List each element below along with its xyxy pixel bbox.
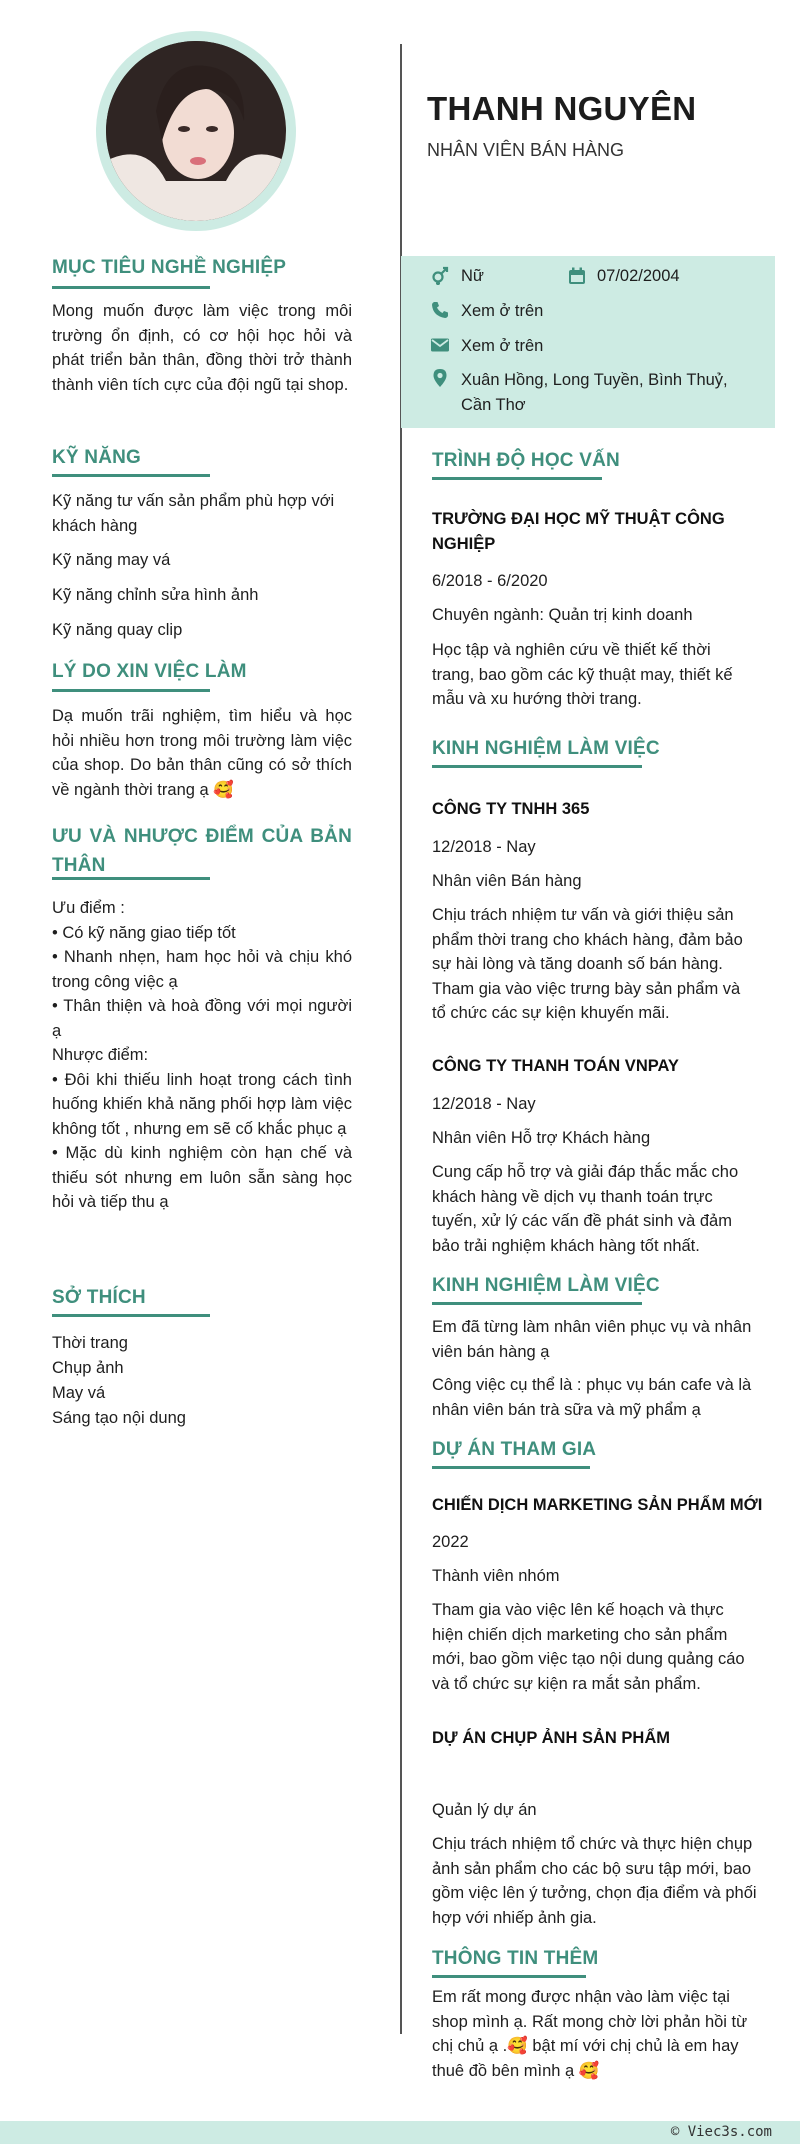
calendar-icon	[567, 266, 587, 286]
school-name: TRƯỜNG ĐẠI HỌC MỸ THUẬT CÔNG NGHIỆP	[432, 510, 725, 553]
watermark-text: © Viec3s.com	[670, 2124, 772, 2140]
education-major: Chuyên ngành: Quản trị kinh doanh	[432, 606, 693, 624]
job-position: NHÂN VIÊN BÁN HÀNG	[427, 140, 625, 160]
job-desc: Chịu trách nhiệm tư vấn và giới thiệu sản phẩm thời trang cho khách hàng, đảm bảo sự hài lòng và tăng doanh số bán hàng. Tham gia vào việc trưng bày sản phẩm và tổ chức các sự kiện khuyến mãi.	[432, 906, 743, 1022]
hobby-item: Sáng tạo nội dung	[52, 1409, 186, 1427]
job-period: 12/2018 - Nay	[432, 838, 536, 856]
experience2-title: KINH NGHIỆM LÀM VIỆC	[432, 1275, 660, 1296]
hobby-item: Thời trang	[52, 1334, 128, 1352]
phone-icon	[430, 300, 450, 320]
pros-cons-underline	[52, 877, 210, 880]
experience2-p1: Em đã từng làm nhân viên phục vụ và nhân viên bán hàng ạ	[432, 1318, 752, 1361]
project-name: DỰ ÁN CHỤP ẢNH SẢN PHẨM	[432, 1729, 670, 1747]
education-underline	[432, 477, 602, 480]
education-period: 6/2018 - 6/2020	[432, 572, 548, 590]
job-role: Nhân viên Hỗ trợ Khách hàng	[432, 1129, 651, 1147]
hobby-item: May vá	[52, 1384, 106, 1402]
project-desc: Chịu trách nhiệm tổ chức và thực hiện chụp ảnh sản phẩm cho các bộ sưu tập mới, bao gồm việc lên ý tưởng, chọn địa điểm và phối hợp với nhiếp ảnh gia.	[432, 1835, 757, 1927]
hobby-item: Chụp ảnh	[52, 1359, 124, 1377]
reason-title: LÝ DO XIN VIỆC LÀM	[52, 661, 247, 682]
objective-text: Mong muốn được làm việc trong môi trường ổn định, có cơ hội học hỏi và phát triển bản thân, đồng thời trở thành thành viên tích cực của đội ngũ tại shop.	[52, 302, 352, 394]
reason-underline	[52, 689, 210, 692]
avatar	[106, 41, 286, 221]
gender-icon	[430, 266, 450, 286]
project-name: CHIẾN DỊCH MARKETING SẢN PHẨM MỚI	[432, 1496, 763, 1514]
experience-underline	[432, 765, 642, 768]
experience2-underline	[432, 1302, 642, 1305]
location-icon	[430, 368, 450, 388]
job-period: 12/2018 - Nay	[432, 1095, 536, 1113]
phone-value: Xem ở trên	[461, 302, 544, 320]
education-title: TRÌNH ĐỘ HỌC VẤN	[432, 450, 620, 471]
pros-cons-title: ƯU VÀ NHƯỢC ĐIỂM CỦA BẢN THÂN	[52, 826, 352, 876]
education-desc: Học tập và nghiên cứu về thiết kế thời trang, bao gồm các kỹ thuật may, thiết kế mẫu và xu hướng thời trang.	[432, 641, 733, 708]
projects-title: DỰ ÁN THAM GIA	[432, 1439, 597, 1460]
email-value: Xem ở trên	[461, 337, 544, 355]
hobbies-title: SỞ THÍCH	[52, 1287, 146, 1308]
additional-text: Em rất mong được nhận vào làm việc tại shop mình ạ. Rất mong chờ lời phản hồi từ chị chủ ạ .🥰 bật mí với chị chủ là em hay thuê đồ bên mình ạ 🥰	[432, 1988, 748, 2080]
email-icon	[430, 335, 450, 355]
project-role: Thành viên nhóm	[432, 1567, 560, 1585]
projects-underline	[432, 1466, 590, 1469]
project-year: 2022	[432, 1533, 469, 1551]
additional-title: THÔNG TIN THÊM	[432, 1948, 599, 1969]
skill-item: Kỹ năng chỉnh sửa hình ảnh	[52, 586, 259, 604]
objective-underline	[52, 286, 210, 289]
job-company: CÔNG TY TNHH 365	[432, 800, 590, 818]
reason-text: Dạ muốn trãi nghiệm, tìm hiểu và học hỏi nhiều hơn trong môi trường làm việc của shop. Do bản thân cũng có sở thích về ngành thời trang ạ 🥰	[52, 707, 352, 799]
address-value: Xuân Hồng, Long Tuyền, Bình Thuỷ, Cần Thơ	[461, 371, 728, 414]
footer-bar	[0, 2121, 800, 2144]
skill-item: Kỹ năng tư vấn sản phẩm phù hợp với khách hàng	[52, 492, 335, 535]
hobbies-underline	[52, 1314, 210, 1317]
candidate-name: THANH NGUYÊN	[427, 90, 697, 127]
gender-value: Nữ	[461, 267, 484, 285]
skills-title: KỸ NĂNG	[52, 447, 142, 468]
experience-title: KINH NGHIỆM LÀM VIỆC	[432, 738, 660, 759]
additional-underline	[432, 1975, 586, 1978]
skill-item: Kỹ năng quay clip	[52, 621, 183, 639]
skills-underline	[52, 474, 210, 477]
birthday-value: 07/02/2004	[597, 267, 680, 285]
skill-item: Kỹ năng may vá	[52, 551, 171, 569]
pros-cons-text: Ưu điểm : • Có kỹ năng giao tiếp tốt • Nhanh nhẹn, ham học hỏi và chịu khó trong công việc ạ • Thân thiện và hoà đồng với mọi người ạ Nhược điểm: • Đôi khi thiếu linh hoạt trong cách tình huống khiến khả năng phối hợp làm việc không tốt , nhưng em sẽ cố khắc phục ạ • Mặc dù kinh nghiệm còn hạn chế và thiếu sót nhưng em luôn sẵn sàng học hỏi và tiếp thu ạ	[52, 899, 352, 1211]
objective-title: MỤC TIÊU NGHỀ NGHIỆP	[52, 257, 287, 278]
experience2-p2: Công việc cụ thể là : phục vụ bán cafe và là nhân viên bán trà sữa và mỹ phẩm ạ	[432, 1376, 752, 1419]
job-company: CÔNG TY THANH TOÁN VNPAY	[432, 1057, 679, 1075]
job-desc: Cung cấp hỗ trợ và giải đáp thắc mắc cho khách hàng về dịch vụ thanh toán trực tuyến, xử lý các vấn đề phát sinh và đảm bảo trải nghiệm khách hàng tốt nhất.	[432, 1163, 739, 1255]
project-role: Quản lý dự án	[432, 1801, 537, 1819]
avatar-photo	[106, 41, 286, 221]
project-desc: Tham gia vào việc lên kế hoạch và thực hiện chiến dịch marketing cho sản phẩm mới, bao gồm việc tạo nội dung quảng cáo và tổ chức sự kiện ra mắt sản phẩm.	[432, 1601, 745, 1693]
job-role: Nhân viên Bán hàng	[432, 872, 582, 890]
